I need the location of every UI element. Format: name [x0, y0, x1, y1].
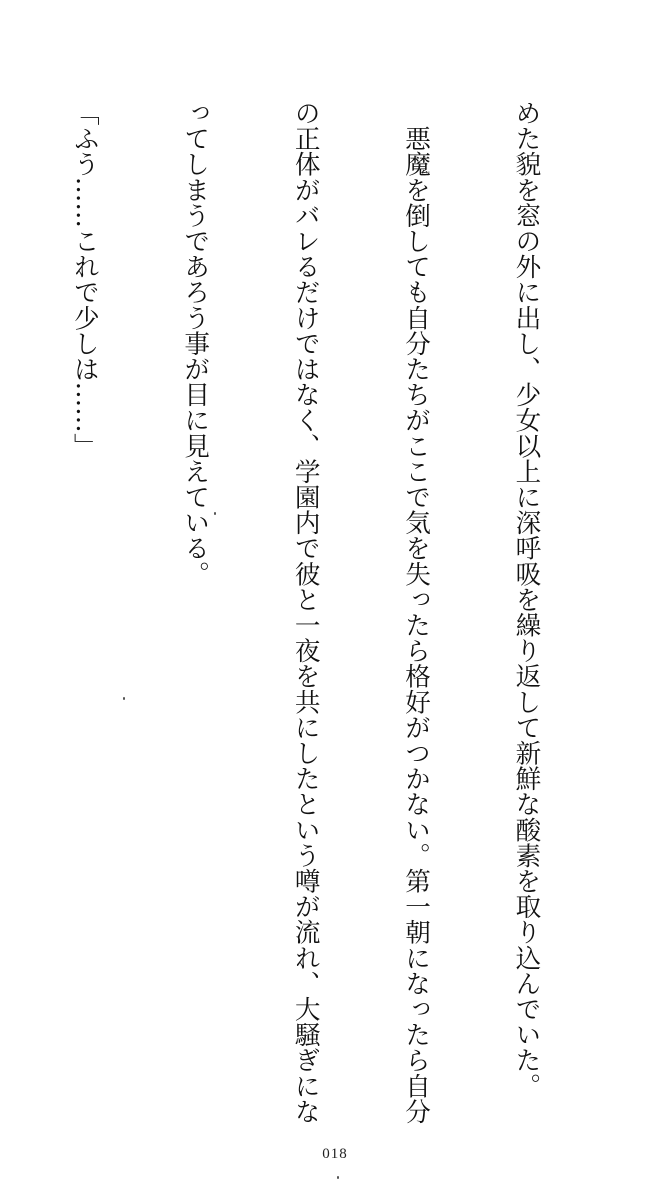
print-speck	[214, 512, 216, 515]
text-line: ってしまうであろう事が目に見えている。	[180, 100, 211, 587]
page-number: 018	[322, 1146, 348, 1162]
print-speck	[123, 697, 125, 700]
text-line: めた貌を窓の外に出し、少女以上に深呼吸を繰り返して新鮮な酸素を取り込んでいた。	[511, 100, 542, 1099]
print-speck	[337, 1176, 339, 1179]
text-line: 「ふう……これで少しは……」	[69, 100, 100, 459]
text-line: の正体がバレるだけではなく、学園内で彼と一夜を共にしたという噂が流れ、大騒ぎにな	[290, 100, 321, 1124]
text-line: 悪魔を倒しても自分たちがここで気を失ったら格好がつかない。第一朝になったら自分	[401, 100, 432, 1124]
vertical-text-body	[0, 100, 618, 1150]
